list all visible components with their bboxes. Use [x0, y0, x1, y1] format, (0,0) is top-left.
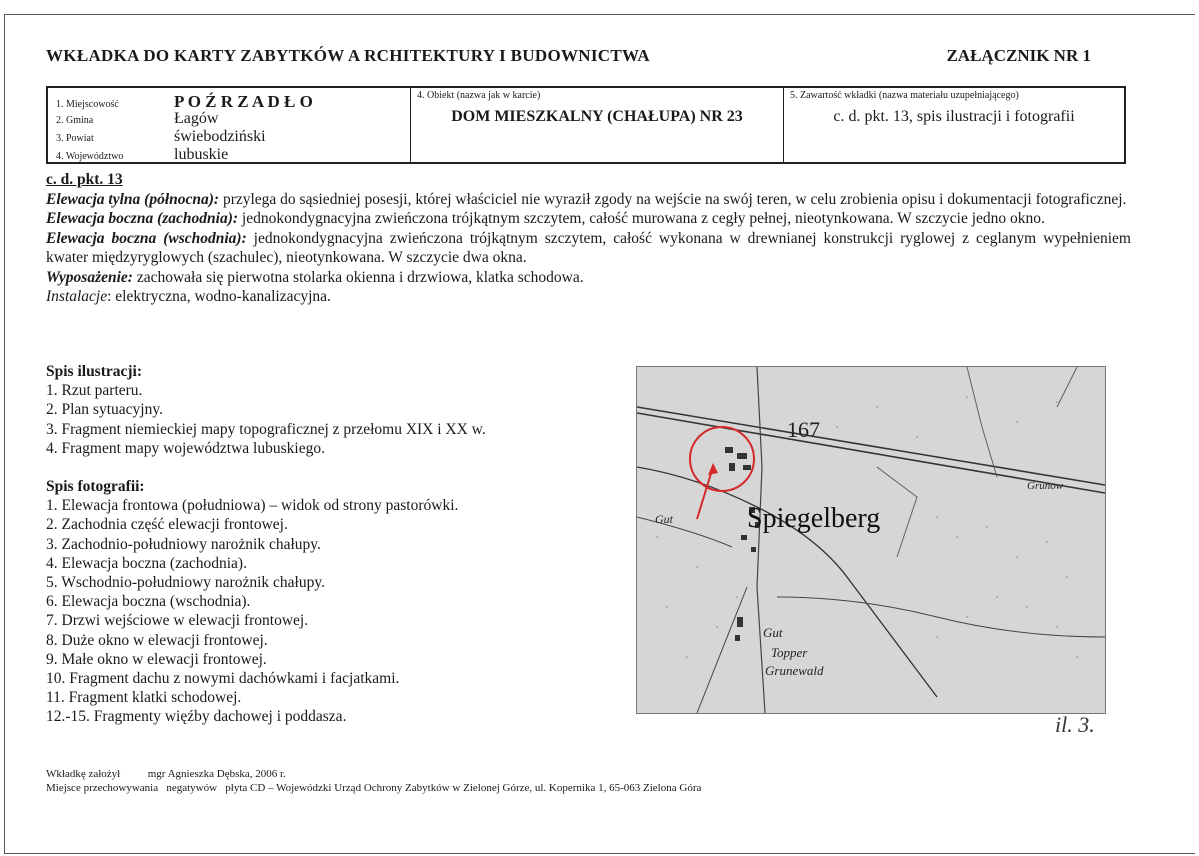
locality-value: P O Ź R Z A D Ł O: [174, 92, 313, 111]
content-cell: [784, 87, 1126, 163]
location-cell: [47, 87, 411, 163]
metadata-table: [46, 86, 1126, 164]
photos-title: Spis fotografii:: [46, 478, 145, 496]
list-item: 1. Rzut parteru.: [46, 382, 143, 400]
paragraph-text: zachowała się pierwotna stolarka okienna i drzwiowa, klatka schodowa.: [132, 268, 584, 286]
paragraph-text: jednokondygnacyjna zwieńczona trójkątnym szczytem, całość wykonana w drewnianej konstrukcji ryglowej z ceglanym wypełnieniem kwater międzyryglowych (szachulec), nieotynkowana. W szczycie dwa okna.: [46, 229, 1131, 266]
location-row: [56, 92, 313, 112]
list-item: 3. Fragment niemieckiej mapy topograficznej z przełomu XIX i XX w.: [46, 420, 486, 438]
commune-row: [56, 110, 218, 128]
list-item: 8. Duże okno w elewacji frontowej.: [46, 631, 268, 649]
map-elevation-label: 167: [787, 417, 820, 442]
list-item: 4. Elewacja boczna (zachodnia).: [46, 554, 247, 572]
paragraph-head: Wyposażenie:: [46, 268, 133, 286]
county-label: 3. Powiat: [56, 133, 94, 144]
list-item: 2. Plan sytuacyjny.: [46, 401, 163, 419]
voivodeship-row: [56, 146, 228, 164]
description-block: [46, 170, 1131, 307]
paragraph-head: Instalacje: [46, 288, 108, 305]
list-item: 10. Fragment dachu z nowymi dachówkami i facjatkami.: [46, 670, 400, 688]
map-topper-label: Topper: [771, 645, 808, 660]
list-item: 2. Zachodnia część elewacji frontowej.: [46, 516, 288, 534]
voivodeship-value: lubuskie: [174, 146, 229, 163]
locality-label: 1. Miejscowość: [56, 99, 119, 110]
list-item: 9. Małe okno w elewacji frontowej.: [46, 650, 267, 668]
object-cell: [411, 87, 784, 163]
paragraph-text: przylega do sąsiedniej posesji, której właściciel nie wyraził zgody na wejście na swój teren, w celu zrobienia opisu i dokumentacji fotograficznej.: [219, 190, 1127, 208]
paragraph-west-elevation: [46, 209, 1131, 229]
county-value: świebodziński: [174, 128, 266, 145]
list-item: 4. Fragment mapy województwa lubuskiego.: [46, 439, 325, 457]
illustrations-title: Spis ilustracji:: [46, 363, 143, 380]
map-drawing: [637, 367, 1105, 713]
illustrations-list: [46, 381, 486, 458]
content-value: c. d. pkt. 13, spis ilustracji i fotografii: [833, 108, 1075, 125]
paragraph-equipment: [46, 268, 1131, 288]
paragraph-text: : elektryczna, wodno-kanalizacyjna.: [107, 288, 331, 305]
map-grunewald-label: Grunewald: [765, 663, 824, 678]
content-label: 5. Zawartość wkładki (nazwa materiału uzupełniającego): [790, 90, 1019, 101]
object-value: DOM MIESZKALNY (CHAŁUPA) NR 23: [451, 108, 743, 125]
paragraph-installations: [46, 287, 1131, 307]
list-item: 3. Zachodnio-południowy narożnik chałupy.: [46, 535, 321, 553]
section-heading: c. d. pkt. 13: [46, 171, 123, 188]
county-row: [56, 128, 266, 146]
map-grunow-label: Grunow: [1027, 480, 1064, 492]
voivodeship-label: 4. Województwo: [56, 151, 124, 162]
footer: [46, 767, 701, 795]
map-town-label: Spiegelberg: [747, 503, 881, 534]
footer-storage: Miejsce przechowywania negatywów płyta CD – Wojewódzki Urząd Ochrony Zabytków w Zielonej Górze, ul. Kopernika 1, 65-063 Zielona Góra: [46, 782, 702, 794]
photos-list: [46, 496, 486, 726]
paragraph-head: Elewacja tylna (północna):: [46, 190, 220, 208]
list-item: 6. Elewacja boczna (wschodnia).: [46, 593, 251, 611]
paragraph-head: Elewacja boczna (zachodnia):: [46, 210, 239, 227]
list-item: 12.-15. Fragmenty więźby dachowej i poddasza.: [46, 708, 347, 726]
illustration-caption: il. 3.: [1055, 712, 1095, 737]
map-gut-label: Gut: [655, 512, 673, 526]
list-item: 7. Drzwi wejściowe w elewacji frontowej.: [46, 612, 309, 630]
map-illustration: [636, 366, 1106, 714]
paragraph-head: Elewacja boczna (wschodnia):: [46, 229, 247, 247]
footer-author: Wkładkę założył mgr Agnieszka Dębska, 2006 r.: [46, 768, 286, 780]
paragraph-east-elevation: [46, 229, 1131, 268]
list-item: 11. Fragment klatki schodowej.: [46, 689, 242, 707]
list-item: 5. Wschodnio-południowy narożnik chałupy.: [46, 574, 325, 592]
lists-block: [46, 362, 486, 727]
paragraph-rear-elevation: [46, 190, 1131, 210]
paragraph-text: jednokondygnacyjna zwieńczona trójkątnym szczytem, całość murowana z cegły pełnej, nieotynkowana. W szczycie jedno okno.: [238, 210, 1045, 227]
document-title: WKŁADKA DO KARTY ZABYTKÓW A RCHITEKTURY I BUDOWNICTWA: [46, 46, 650, 65]
object-label: 4. Obiekt (nazwa jak w karcie): [417, 90, 541, 101]
annex-label: ZAŁĄCZNIK NR 1: [946, 46, 1091, 65]
commune-value: Łagów: [174, 110, 219, 127]
commune-label: 2. Gmina: [56, 115, 94, 126]
list-item: 1. Elewacja frontowa (południowa) – widok od strony pastorówki.: [46, 497, 459, 515]
map-gut2-label: Gut: [763, 625, 783, 640]
